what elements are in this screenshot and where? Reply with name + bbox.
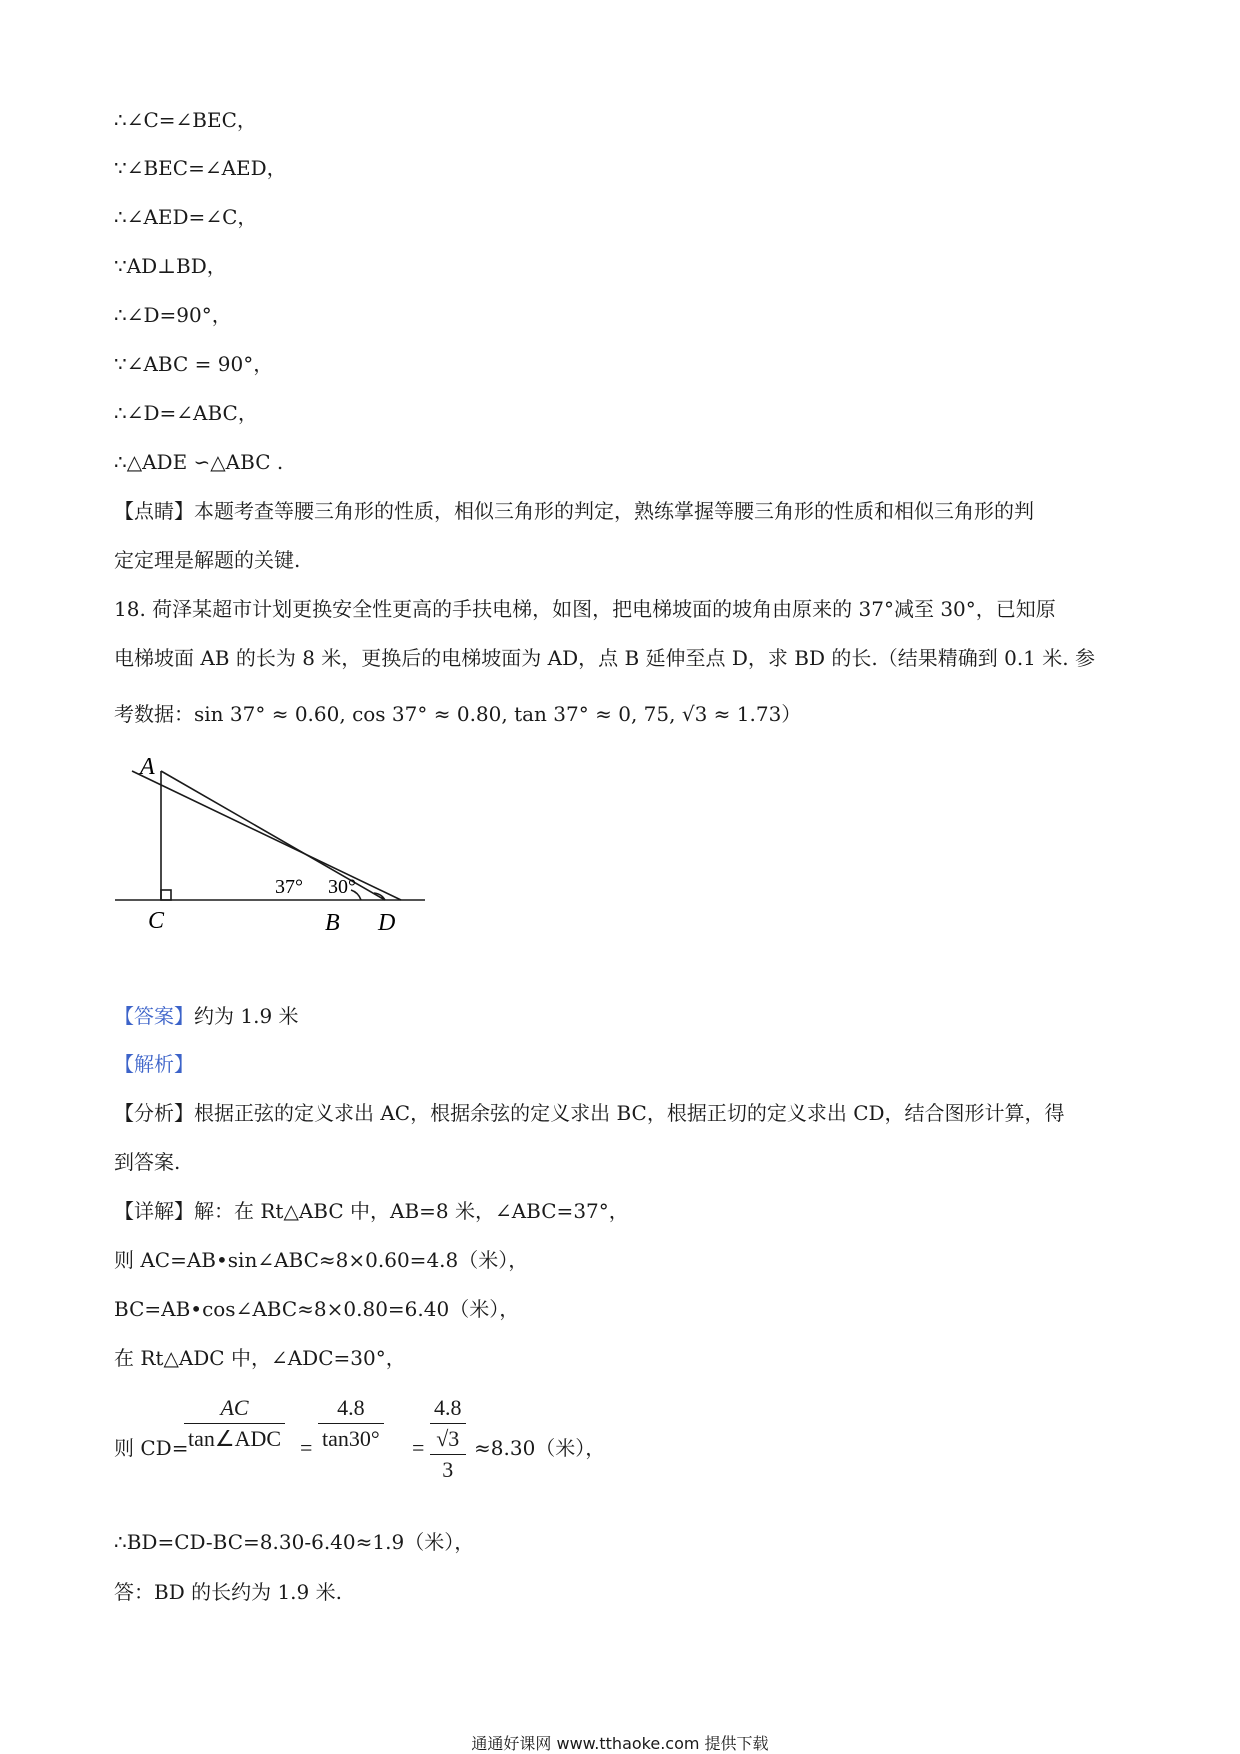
solution-line-4: 则 AC=AB•sin∠ABC≈8×0.60=4.8（米）， [114, 1248, 529, 1272]
equals-1: = [300, 1435, 313, 1460]
question-line-3: 考数据：sin 37° ≈ 0.60, cos 37° ≈ 0.80, tan 37° ≈ 0, 75, √3 ≈ 1.73） [114, 702, 802, 726]
proof-line-4: ∵AD⊥BD， [114, 254, 227, 278]
solution-line-8: ∴BD=CD-BC=8.30-6.40≈1.9（米）， [114, 1530, 475, 1554]
solution-line-6: 在 Rt△ADC 中，∠ADC=30°， [114, 1346, 406, 1370]
answer-text: 约为 1.9 米 [194, 1004, 299, 1028]
fraction-ac-over-tan [184, 1395, 285, 1452]
cd-formula [114, 1395, 714, 1505]
comment-line-1: 【点睛】本题考查等腰三角形的性质，相似三角形的判定，熟练掌握等腰三角形的性质和相似三角形的判 [114, 499, 1034, 523]
fraction-2-denominator: tan30° [322, 1426, 380, 1451]
comment-line-2: 定定理是解题的关键. [114, 548, 301, 572]
angle-30-label: 30° [328, 876, 356, 898]
proof-line-5: ∴∠D=90°， [114, 303, 232, 327]
equals-2: = [412, 1435, 425, 1460]
fraction-48-over-tan30 [318, 1395, 384, 1452]
proof-line-6: ∵∠ABC = 90°， [114, 352, 274, 376]
solution-line-2: 到答案. [114, 1150, 181, 1174]
triangle-figure [110, 750, 430, 940]
answer-label: 【答案】 [114, 1004, 194, 1028]
solution-line-9: 答：BD 的长约为 1.9 米. [114, 1580, 342, 1604]
answer-line [114, 1002, 299, 1030]
label-c: C [148, 908, 165, 934]
fraction-1-denominator: tan∠ADC [188, 1426, 282, 1451]
solution-line-3: 【详解】解：在 Rt△ABC 中，AB=8 米，∠ABC=37°， [114, 1199, 629, 1223]
footer-text: 通通好课网 www.tthaoke.com 提供下载 [471, 1734, 769, 1753]
label-d: D [378, 910, 396, 936]
fraction-2-numerator: 4.8 [337, 1395, 365, 1420]
fraction-3-inner-denominator: 3 [442, 1457, 454, 1482]
analysis-label: 【解析】 [114, 1052, 194, 1076]
fraction-3-numerator: 4.8 [434, 1395, 462, 1420]
fraction-48-over-sqrt3-over-3 [430, 1395, 466, 1483]
proof-line-8: ∴△ADE ∽△ABC . [114, 450, 284, 474]
question-line-2: 电梯坡面 AB 的长为 8 米，更换后的电梯坡面为 AD，点 B 延伸至点 D，求 BD 的长.（结果精确到 0.1 米. 参 [114, 646, 1095, 670]
proof-line-1: ∴∠C=∠BEC， [114, 108, 257, 132]
cd-prefix: 则 CD= [114, 1436, 189, 1460]
solution-line-1: 【分析】根据正弦的定义求出 AC，根据余弦的定义求出 BC，根据正切的定义求出 CD，结合图形计算，得 [114, 1101, 1065, 1125]
cd-suffix: ≈8.30（米）， [474, 1436, 606, 1460]
label-b: B [325, 910, 340, 936]
angle-37-label: 37° [275, 876, 303, 898]
solution-line-5: BC=AB•cos∠ABC≈8×0.80=6.40（米）， [114, 1297, 520, 1321]
label-a: A [140, 754, 155, 780]
fraction-3-inner-numerator: √3 [436, 1426, 460, 1451]
proof-line-7: ∴∠D=∠ABC， [114, 401, 258, 425]
proof-line-3: ∴∠AED=∠C， [114, 205, 258, 229]
question-line-1: 18. 荷泽某超市计划更换安全性更高的手扶电梯，如图，把电梯坡面的坡角由原来的 37°减至 30°，已知原 [114, 597, 1056, 621]
proof-line-2: ∵∠BEC=∠AED， [114, 156, 287, 180]
fraction-1-numerator: AC [220, 1395, 249, 1420]
